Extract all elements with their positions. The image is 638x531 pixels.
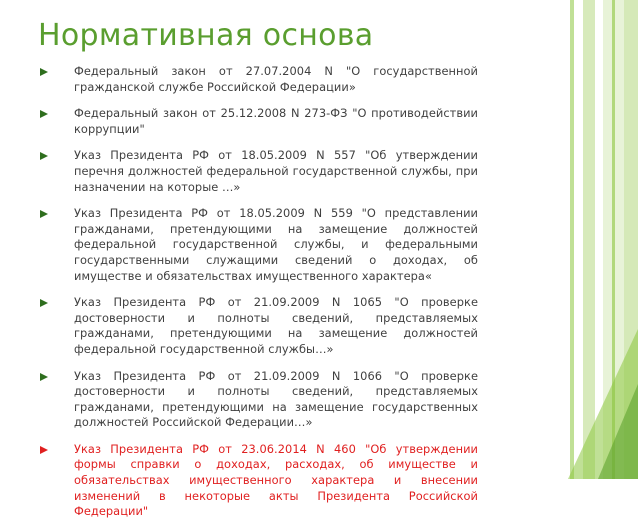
list-item [38,295,478,357]
arrow-right-icon [40,110,48,118]
decorative-triangle [598,384,638,479]
slide-title: Нормативная основа [38,18,374,53]
list-item-text: Указ Президента РФ от 18.05.2009 N 559 "О представлении гражданами, претендующими на замещение должностей федеральной государственной службы, и федеральными государственными служащими сведений о доходах, об имуществе и обязательствах имущественного характера« [74,206,478,283]
list-item [38,206,478,284]
arrow-right-icon [40,152,48,160]
list-item-text: Указ Президента РФ от 21.09.2009 N 1066 "О проверке достоверности и полноты сведений, представляемых гражданами, претендующими на замещение государственных должностей Российской Федерации…» [74,368,478,430]
arrow-right-icon [40,299,48,307]
list-item-text: Указ Президента РФ от 23.06.2014 N 460 "Об утверждении формы справки о доходах, расходах, об имуществе и обязательствах имущественного характера и внесении изменений в некоторые акты Президента Российской Федерации" [74,441,478,519]
list-item [38,64,478,95]
arrow-right-icon [40,210,48,218]
arrow-right-icon [40,446,48,454]
arrow-right-icon [40,68,48,76]
list-item [38,148,478,195]
list-item-highlighted [38,442,478,520]
list-item-text: Указ Президента РФ от 21.09.2009 N 1065 "О проверке достоверности и полноты сведений, представляемых гражданами, претендующими на замещение должностей федеральной государственной службы…» [74,295,478,356]
list-item-text: Указ Президента РФ от 18.05.2009 N 557 "Об утверждении перечня должностей федеральной государственной службы, при назначении на которые …» [74,148,478,194]
list-item [38,369,478,431]
list-item-text: Федеральный закон от 27.07.2004 N "О государственной гражданской службе Российской Федерации» [74,64,478,94]
arrow-right-icon [40,373,48,381]
bullet-list [38,64,478,531]
list-item [38,106,478,137]
list-item-text: Федеральный закон от 25.12.2008 N 273-ФЗ "О противодействии коррупции" [74,106,478,136]
